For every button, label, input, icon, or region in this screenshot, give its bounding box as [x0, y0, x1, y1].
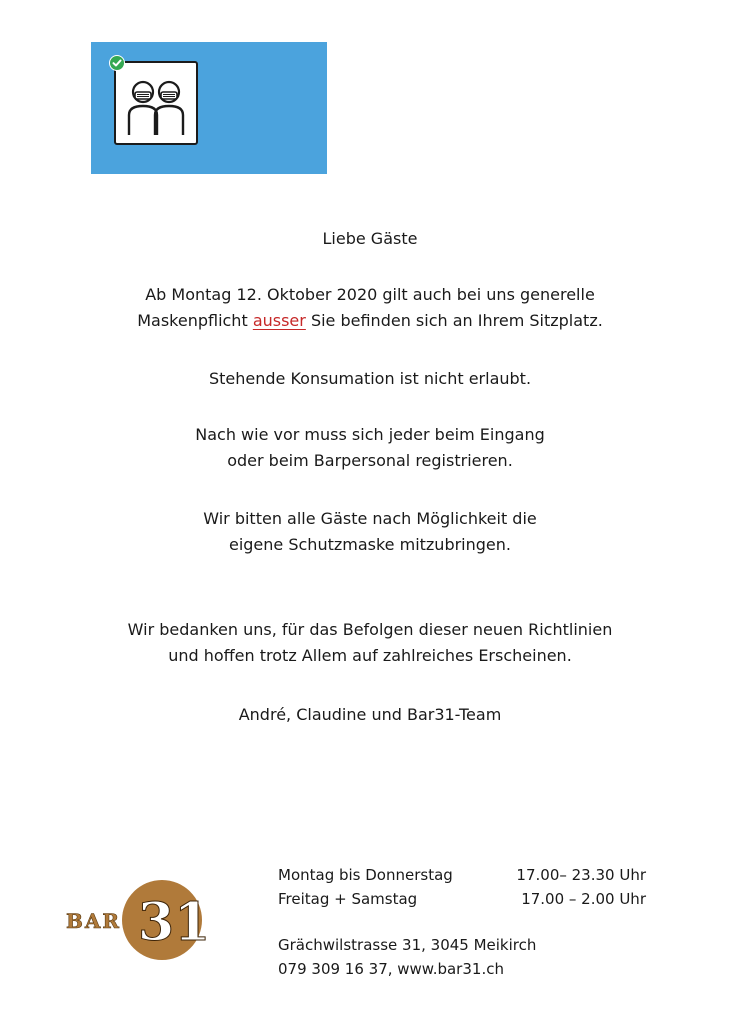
hours-time: 17.00– 23.30 Uhr	[516, 866, 646, 884]
thanks-line-1: Wir bedanken uns, für das Befolgen dieser neuen Richtlinien	[127, 620, 613, 639]
greeting	[40, 226, 700, 252]
hours-day: Montag bis Donnerstag	[278, 866, 453, 884]
registration-line-1: Nach wie vor muss sich jeder beim Eingang	[195, 425, 545, 444]
bar31-logo	[62, 858, 222, 982]
two-people-with-masks-icon	[116, 63, 196, 143]
signature-text: André, Claudine und Bar31-Team	[238, 705, 502, 724]
hours-day: Freitag + Samstag	[278, 890, 418, 908]
signature	[40, 702, 700, 728]
logo-word: BAR	[66, 909, 122, 933]
contact-address	[278, 933, 536, 981]
hours-row	[278, 863, 658, 887]
mask-required-sign	[91, 42, 327, 174]
mask-rule-line-2	[40, 308, 700, 334]
standing-rule-text: Stehende Konsumation ist nicht erlaubt.	[208, 369, 532, 388]
street-address: Grächwilstrasse 31, 3045 Meikirch	[278, 936, 537, 954]
mask-rule-paragraph	[40, 282, 700, 334]
mask-rule-after: Sie befinden sich an Ihrem Sitzplatz.	[305, 311, 603, 330]
mask-rule-before: Maskenpflicht	[137, 311, 253, 330]
registration-line-2: oder beim Barpersonal registrieren.	[227, 451, 513, 470]
greeting-text: Liebe Gäste	[322, 229, 418, 248]
ausser-highlight: ausser	[252, 311, 306, 330]
own-mask-paragraph	[40, 506, 700, 558]
own-mask-line-2: eigene Schutzmaske mitzubringen.	[228, 535, 511, 554]
standing-rule-paragraph	[40, 366, 700, 392]
check-circle-icon	[109, 55, 125, 71]
thanks-paragraph	[40, 617, 700, 669]
thanks-line-2: und hoffen trotz Allem auf zahlreiches Erscheinen.	[168, 646, 572, 665]
logo-number: 31	[138, 892, 211, 953]
hours-row	[278, 887, 658, 911]
mask-rule-line-1: Ab Montag 12. Oktober 2020 gilt auch bei uns generelle	[145, 285, 595, 304]
own-mask-line-1: Wir bitten alle Gäste nach Möglichkeit die	[203, 509, 537, 528]
phone-and-website: 079 309 16 37, www.bar31.ch	[278, 960, 504, 978]
registration-paragraph	[40, 422, 700, 474]
hours-time: 17.00 – 2.00 Uhr	[521, 890, 646, 908]
masked-people-card	[114, 61, 198, 145]
opening-hours	[278, 863, 658, 911]
